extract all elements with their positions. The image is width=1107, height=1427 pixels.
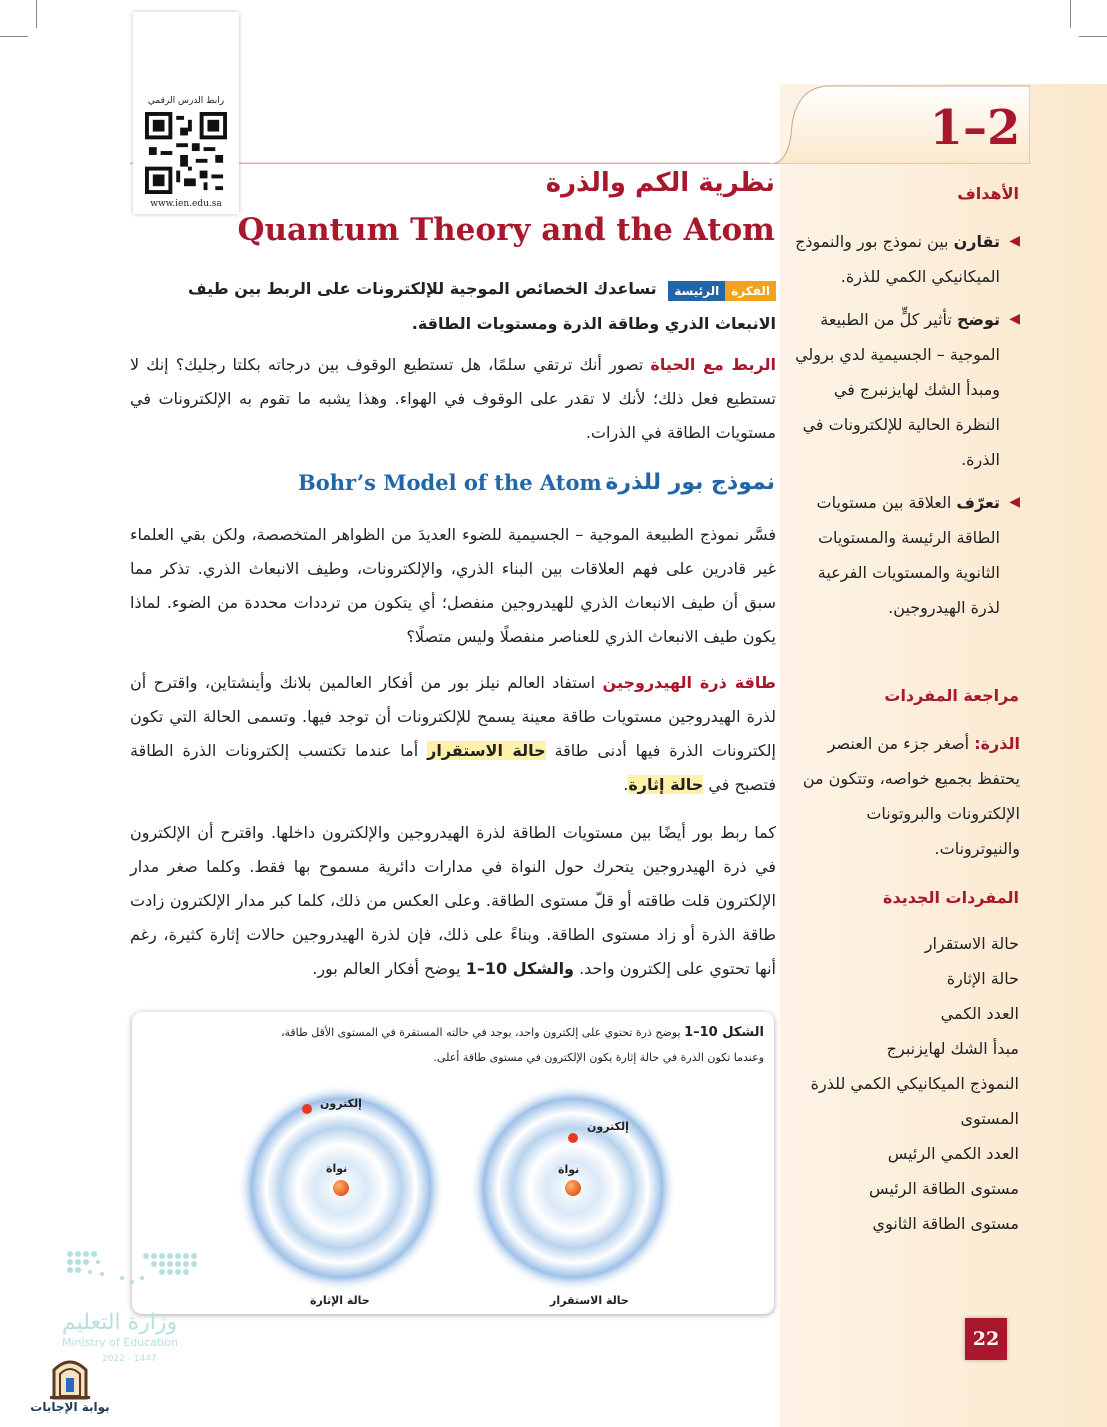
electron-label-ground: إلكترون [587,1120,629,1133]
excited-state-label: حالة الإثارة [310,1294,370,1307]
vocab-item: حالة الاستقرار [924,934,1019,953]
bohr-orbits-text: كما ربط بور أيضًا بين مستويات الطاقة لذرة الهيدروجين والإلكترون داخلها. واقترح أن الإلكترون في ذرة الهيدروجين يتحرك حول النواة في مدارات دائرية مسموح بها فقط. وكلما صغر مدار الإلكترون قلت طاقته أو قلّ مستوى الطاقة. وعلى العكس من ذلك، كلما كبر مدار الإلكترون زادت طاقة الذرة أو زاد مستوى الطاقة. وبناءً على ذلك، فإن لذرة الهيدروجين حالات إثارة كثيرة، رغم أنها تحتوي على إلكترون واحد. [130,823,776,978]
site-watermark: بوابة الإجابات [30,1400,110,1414]
ground-state-atom [469,1084,677,1292]
electron [302,1104,312,1114]
ministry-logo-icon [62,1248,202,1298]
real-world-text: تصور أنك ترتقي سلمًا، هل تستطيع الوقوف بين درجاته بكلتا رجليك؟ إنك لا تستطيع فعل ذلك؛ لأنك لا تقدر على الوقوف في الهواء. وهذا يشبه ما تقوم به الإلكترونات في مستويات الطاقة في الذرات. [130,355,776,442]
bohr-orbits-tail: يوضح أفكار العالم بور. [312,959,461,978]
vocab-item: العدد الكمي [940,1004,1019,1023]
figure-caption-line2: وعندما تكون الذرة في حالة إثارة يكون الإلكترون في مستوى طاقة أعلى. [433,1051,764,1064]
objective-text: بين نموذج بور والنموذج الميكانيكي الكمي للذرة. [795,232,1000,286]
electron [568,1133,578,1143]
qr-label: رابط الدرس الرقمي [147,96,225,106]
figure-bohr-atom [132,1012,774,1314]
term-ground-state: حالة الاستقرار [427,741,546,760]
hydrogen-energy-paragraph [130,666,776,802]
review-vocab-heading: مراجعة المفردات [884,686,1019,705]
ministry-name-arabic: وزارة التعليم [62,1310,178,1335]
bohr-orbits-paragraph [130,816,776,986]
atom-diagrams [132,1072,774,1314]
objectives-list [792,224,1020,625]
nucleus [565,1180,581,1196]
electron-label-excited: إلكترون [320,1097,362,1110]
crop-mark [1070,0,1071,28]
lesson-title-arabic: نظرية الكم والذرة [545,168,775,198]
qr-url[interactable]: www.ien.edu.sa [150,199,222,209]
bullet-icon: ◀ [1009,311,1020,327]
main-idea-badge [668,273,776,307]
figure-caption [144,1020,764,1070]
main-idea-text: تساعدك الخصائص الموجية للإلكترونات على الربط بين طيف الانبعاث الذري وطاقة الذرة ومستويات الطاقة. [188,279,776,333]
objective-item [792,224,1020,294]
vocab-item: حالة الإثارة [946,969,1019,988]
vocab-item: مبدأ الشك لهايزنبرج [886,1039,1019,1058]
objective-item [792,302,1020,477]
badge-idea: الفكرة [725,281,776,301]
lesson-title-english: Quantum Theory and the Atom [237,212,775,248]
hydrogen-energy-text-c: . [623,775,629,794]
lesson-number: 1–2 [929,100,1021,156]
review-definition: أصغر جزء من العنصر يحتفظ بجميع خواصه، وتتكون من الإلكترونات والبروتونات والنيوترونات. [802,734,1020,858]
term-excited-state: حالة إثارة [628,775,704,794]
objective-text: العلاقة بين مستويات الطاقة الرئيسة والمستويات الثانوية والمستويات الفرعية لذرة الهيدروجين. [816,493,1000,617]
figure-reference[interactable]: والشكل 10–1 [465,959,574,978]
objectives-heading: الأهداف [957,184,1019,203]
bohr-intro-paragraph: فسَّر نموذج الطبيعة الموجية – الجسيمية للضوء العديدَ من الظواهر المتخصصة، ولكن بقي العلماء غير قادرين على فهم العلاقات بين البناء الذري، والإلكترونات، وطيف الانبعاث الذري. تذكر مما سبق أن طيف الانبعاث الذري للهيدروجين منفصل؛ أي يتكون من ترددات محددة من الضوء. لماذا يكون طيف الانبعاث الذري للعناصر منفصلًا وليس متصلًا؟ [130,525,776,646]
objective-item [792,485,1020,625]
ministry-year: 2022 - 1447 [102,1354,157,1364]
ground-state-label: حالة الاستقرار [550,1294,629,1307]
objective-text: تأثير كلٍّ من الطبيعة الموجية – الجسيمية لدي برولي ومبدأ الشك لهايزنبرج في النظرة الحالية للإلكترونات في الذرة. [795,310,1000,469]
objective-verb: توضح [956,310,1000,329]
badge-main: الرئيسة [668,281,725,301]
new-vocab-list [779,926,1019,1241]
qr-card[interactable] [133,12,239,214]
main-idea [130,272,776,341]
hydrogen-energy-text-a: استفاد العالم نيلز بور من أفكار العالمين بلانك وأينشتاين، واقترح أن لذرة الهيدروجين مستويات طاقة معينة يسمح للإلكترونات أن توجد فيها. وتسمى الحالة التي تكون إلكترونات الذرة فيها أدنى طاقة [130,673,776,760]
real-world-lead: الربط مع الحياة [650,355,776,374]
bullet-icon: ◀ [1009,494,1020,510]
qr-code-icon[interactable] [145,112,227,194]
crop-mark [1079,36,1107,37]
objective-verb: تعرّف [956,493,1000,512]
crop-mark [0,36,28,37]
figure-caption-line1: يوضح ذرة تحتوي على إلكترون واحد، يوجد في حالته المستقرة في المستوى الأقل طاقة، [280,1026,681,1039]
header-tab [130,84,1030,164]
objective-verb: تقارن [953,232,1000,251]
review-term: الذرة: [974,734,1020,753]
section-heading-arabic: نموذج بور للذرة [605,470,775,495]
page-number: 22 [965,1318,1007,1360]
hydrogen-energy-text-b: أما عندما تكتسب إلكترونات الذرة الطاقة فتصبح في [130,741,776,794]
lantern-logo-icon [30,1352,110,1400]
figure-label: الشكل 10–1 [684,1025,764,1040]
excited-state-atom [237,1084,445,1292]
nucleus-label-excited: نواة [326,1162,348,1175]
section-heading-english: Bohr’s Model of the Atom [298,470,602,495]
hydrogen-energy-lead: طاقة ذرة الهيدروجين [602,673,776,692]
vocab-item: مستوى الطاقة الرئيس [868,1179,1019,1198]
ministry-name-english: Ministry of Education [62,1336,179,1349]
vocab-item: مستوى الطاقة الثانوي [872,1214,1019,1233]
vocab-item: المستوى [960,1109,1019,1128]
nucleus-label-ground: نواة [558,1163,580,1176]
bullet-icon: ◀ [1009,233,1020,249]
crop-mark [36,0,37,28]
vocab-item: النموذج الميكانيكي الكمي للذرة [810,1074,1019,1093]
nucleus [333,1180,349,1196]
real-world-paragraph [130,348,776,450]
review-vocab-entry [792,726,1020,866]
new-vocab-heading: المفردات الجديدة [883,888,1019,907]
vocab-item: العدد الكمي الرئيس [887,1144,1019,1163]
